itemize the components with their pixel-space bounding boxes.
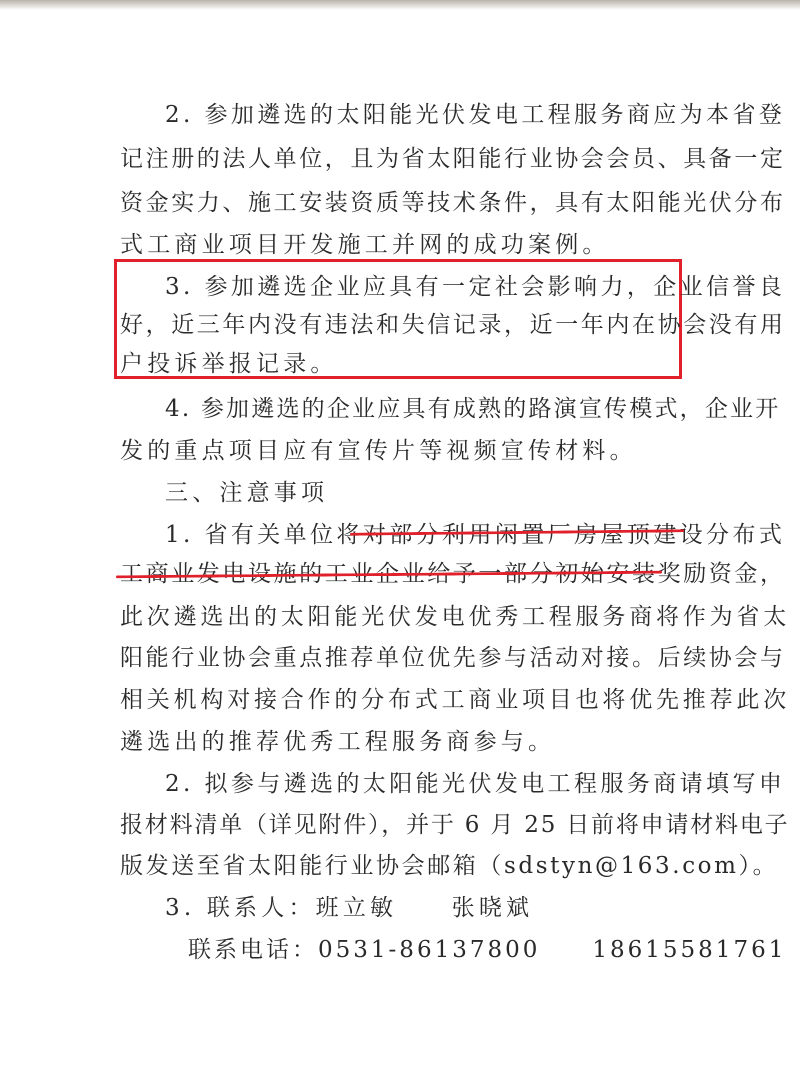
paragraph-2-line-2: 记注册的法人单位，且为省太阳能行业协会会员、具备一定 (120, 146, 786, 172)
paragraph-2-line-4: 式工商业项目开发施工并网的成功案例。 (120, 232, 610, 258)
notice-1-line-4: 阳能行业协会重点推荐单位优先参与活动对接。后续协会与 (120, 645, 786, 671)
notice-1-line-3: 此次遴选出的太阳能光伏发电优秀工程服务商将作为省太 (120, 604, 790, 630)
paragraph-3-line-2: 好，近三年内没有违法和失信记录，近一年内在协会没有用 (120, 312, 786, 338)
notice-2-line-1: 2. 拟参与遴选的太阳能光伏发电工程服务商请填写申 (165, 771, 786, 797)
contact-phone: 联系电话：0531-86137800 18615581761 (188, 937, 787, 963)
paragraph-4-line-1: 4. 参加遴选的企业应具有成熟的路演宣传模式，企业开 (165, 396, 781, 422)
paragraph-4-line-2: 发的重点项目应有宣传片等视频宣传材料。 (120, 438, 637, 464)
notice-1-line-5: 相关机构对接合作的分布式工商业项目也将优先推荐此次 (120, 687, 790, 713)
paragraph-3-line-3: 户投诉举报记录。 (120, 351, 338, 377)
notice-1-line-1: 1. 省有关单位将对部分利用闲置厂房屋顶建设分布式 (165, 522, 786, 548)
paragraph-3-line-1: 3. 参加遴选企业应具有一定社会影响力，企业信誉良 (165, 274, 786, 300)
notice-1-line-6: 遴选出的推荐优秀工程服务商参与。 (120, 729, 556, 755)
notice-2-line-3: 版发送至省太阳能行业协会邮箱（sdstyn@163.com）。 (120, 853, 779, 879)
notice-1-line-2: 工商业发电设施的工业企业给予一部分初始安装奖励资金， (120, 561, 786, 587)
contact-persons: 3. 联系人：班立敏 张晓斌 (165, 895, 534, 921)
section-heading: 三、注意事项 (165, 480, 329, 506)
page-top-edge (0, 0, 800, 10)
notice-2-line-2: 报材料清单（详见附件），并于 6 月 25 日前将申请材料电子 (120, 812, 790, 838)
paragraph-2-line-3: 资金实力、施工安装资质等技术条件，具有太阳能光伏分布 (120, 190, 786, 216)
paragraph-2-line-1: 2. 参加遴选的太阳能光伏发电工程服务商应为本省登 (165, 102, 786, 128)
